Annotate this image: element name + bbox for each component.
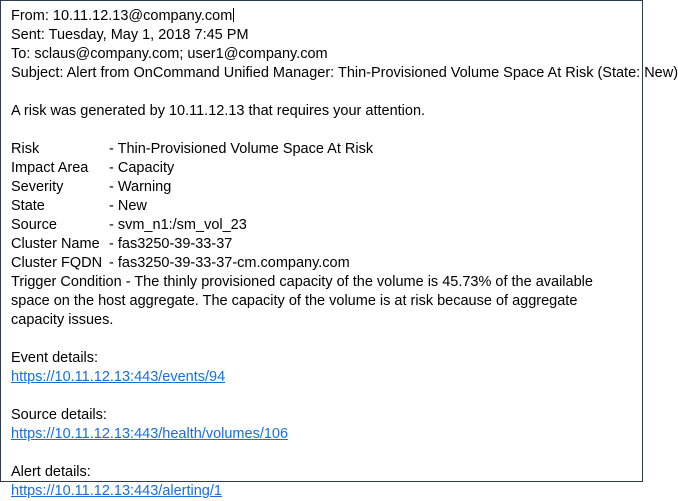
detail-row <box>11 140 632 159</box>
spacer <box>11 83 632 102</box>
detail-key: Source <box>11 217 57 233</box>
detail-row <box>11 159 632 178</box>
spacer <box>11 444 632 463</box>
email-header-from <box>11 7 632 26</box>
sent-label: Sent: <box>11 27 45 43</box>
source-details-link-row <box>11 425 632 444</box>
detail-value: - Capacity <box>109 160 175 176</box>
detail-row <box>11 235 632 254</box>
source-details-link[interactable]: https://10.11.12.13:443/health/volumes/106 <box>11 426 289 442</box>
detail-value: - New <box>109 198 147 214</box>
event-details-label: Event details: <box>11 350 99 366</box>
to-label: To: <box>11 46 31 62</box>
email-header-subject <box>11 64 678 83</box>
detail-value: - svm_n1:/sm_vol_23 <box>109 217 247 233</box>
detail-key: State <box>11 198 45 214</box>
detail-value: - Thin-Provisioned Volume Space At Risk <box>109 141 374 157</box>
subject-value: Alert from OnCommand Unified Manager: Thin-Provisioned Volume Space At Risk (State: New) <box>66 65 678 81</box>
spacer <box>11 330 632 349</box>
event-details-link-row <box>11 368 632 387</box>
detail-value: - fas3250-39-33-37 <box>109 236 233 252</box>
intro-text: A risk was generated by 10.11.12.13 that requires your attention. <box>11 103 426 119</box>
source-details-label: Source details: <box>11 407 107 423</box>
detail-row <box>11 197 632 216</box>
trigger-condition-value: - The thinly provisioned capacity of the volume is 45.73% of the available space on the host aggregate. The capacity of the volume is at risk because of aggregate capacity issues. <box>11 274 593 328</box>
spacer <box>11 121 632 140</box>
subject-label: Subject: <box>11 65 64 81</box>
detail-key: Impact Area <box>11 160 89 176</box>
email-header-sent <box>11 26 632 45</box>
trigger-condition-label: Trigger Condition <box>11 274 122 290</box>
alert-details-link[interactable]: https://10.11.12.13:443/alerting/1 <box>11 483 222 499</box>
trigger-condition-row <box>11 273 632 330</box>
detail-value: - fas3250-39-33-37-cm.company.com <box>109 255 350 271</box>
detail-key: Cluster Name <box>11 236 100 252</box>
detail-key: Risk <box>11 141 40 157</box>
sent-value: Tuesday, May 1, 2018 7:45 PM <box>48 27 249 43</box>
text-cursor <box>233 8 234 22</box>
spacer <box>11 387 632 406</box>
detail-row <box>11 178 632 197</box>
to-value: sclaus@company.com; user1@company.com <box>34 46 328 62</box>
email-body <box>1 1 678 501</box>
alert-details-label: Alert details: <box>11 464 91 480</box>
alert-details-link-row <box>11 482 632 501</box>
event-details-link[interactable]: https://10.11.12.13:443/events/94 <box>11 369 226 385</box>
detail-value: - Warning <box>109 179 172 195</box>
detail-key: Cluster FQDN <box>11 255 103 271</box>
from-label: From: <box>11 8 49 24</box>
from-value: 10.11.12.13@company.com <box>52 8 233 24</box>
detail-row <box>11 216 632 235</box>
email-header-to <box>11 45 632 64</box>
detail-row <box>11 254 632 273</box>
detail-key: Severity <box>11 179 64 195</box>
